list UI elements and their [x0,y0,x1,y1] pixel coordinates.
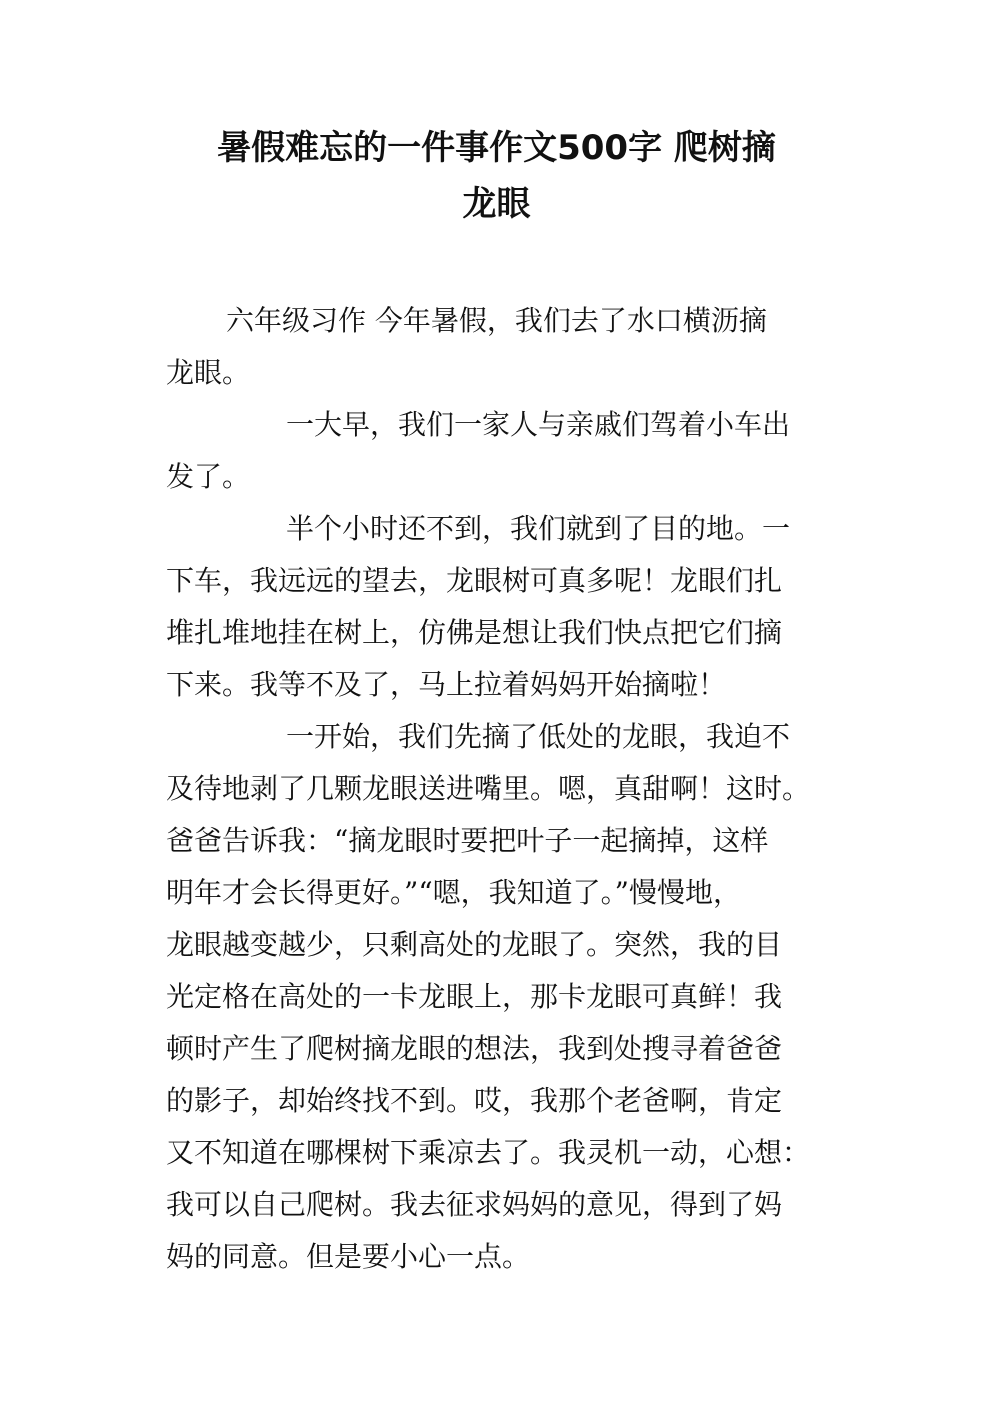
body-line: 一开始，我们先摘了低处的龙眼，我迫不 [286,720,791,753]
body-line: 妈的同意。但是要小心一点。 [166,1240,531,1273]
document-title [150,120,843,232]
body-line: 光定格在高处的一卡龙眼上，那卡龙眼可真鲜！我 [166,980,783,1013]
body-line: 顿时产生了爬树摘龙眼的想法，我到处搜寻着爸爸 [166,1032,783,1065]
title-line-2: 龙眼 [462,184,531,224]
body-line: 一大早，我们一家人与亲戚们驾着小车出 [286,408,791,441]
body-line: 发了。 [166,460,251,493]
body-line: 下车，我远远的望去，龙眼树可真多呢！龙眼们扎 [166,564,783,597]
title-line-1: 暑假难忘的一件事作文500字 爬树摘 [217,128,776,168]
body-line: 六年级习作 今年暑假，我们去了水口横沥摘 [226,304,767,337]
body-line: 及待地剥了几颗龙眼送进嘴里。嗯，真甜啊！这时。 [166,772,811,805]
body-line: 半个小时还不到，我们就到了目的地。一 [286,512,791,545]
body-line: 下来。我等不及了，马上拉着妈妈开始摘啦！ [166,668,727,701]
body-line: 的影子，却始终找不到。哎，我那个老爸啊，肯定 [166,1084,783,1117]
body-line: 我可以自己爬树。我去征求妈妈的意见，得到了妈 [166,1188,783,1221]
body-line: 龙眼。 [166,356,251,389]
body-line: 又不知道在哪棵树下乘凉去了。我灵机一动，心想： [166,1136,811,1169]
body-line: 明年才会长得更好。”“嗯，我知道了。”慢慢地， [166,876,741,909]
body-line: 堆扎堆地挂在树上，仿佛是想让我们快点把它们摘 [166,616,783,649]
body-line: 龙眼越变越少，只剩高处的龙眼了。突然，我的目 [166,928,783,961]
body-line: 爸爸告诉我：“摘龙眼时要把叶子一起摘掉，这样 [166,824,769,857]
